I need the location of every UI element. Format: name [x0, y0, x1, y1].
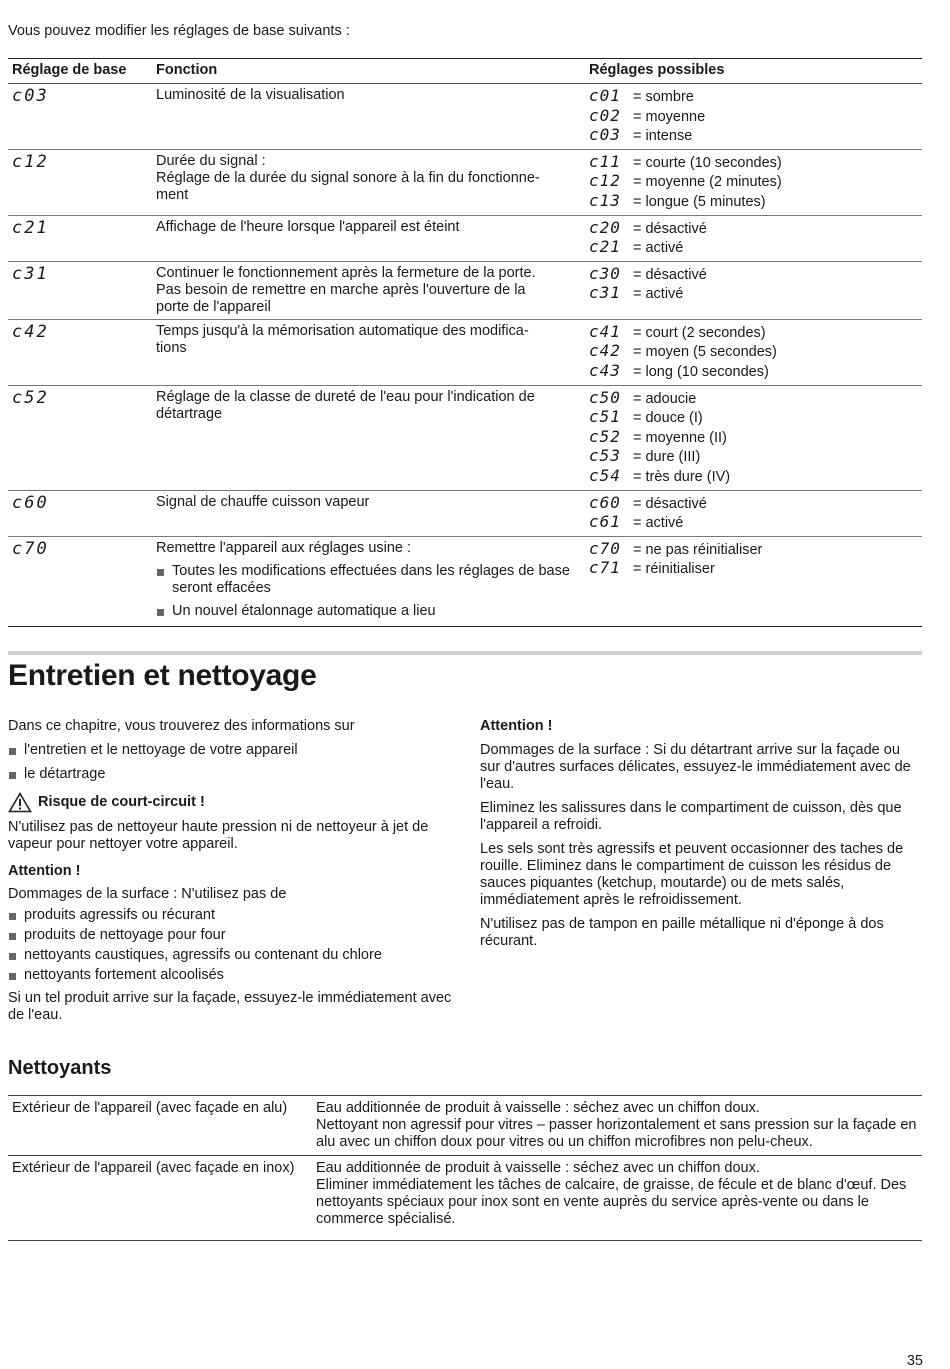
right-column [480, 718, 922, 950]
table-row [8, 84, 922, 150]
bullet-icon [9, 973, 16, 980]
warning-heading [8, 792, 453, 813]
list-item: le détartrage [8, 766, 453, 783]
function-text: Luminosité de la visualisation [156, 87, 345, 103]
option: c31 = activé [589, 283, 684, 303]
left-column [8, 718, 453, 1024]
setting-code: c52 [12, 387, 49, 408]
option: c50 = adoucie [589, 387, 697, 407]
list-item: nettoyants caustiques, agressifs ou contenant du chlore [8, 947, 453, 964]
setting-code: c31 [12, 263, 49, 284]
settings-header-row [8, 59, 922, 84]
intro-text: Vous pouvez modifier les réglages de base suivants : [8, 23, 350, 39]
paragraph: Dommages de la surface : Si du détartrant arrive sur la façade ou sur d'autres surfaces délicates, essuyez-le immédiatement avec de l'eau. [480, 742, 911, 792]
warning-title: Risque de court-circuit ! [38, 794, 205, 810]
table-row [8, 1096, 922, 1156]
paragraph: Les sels sont très agressifs et peuvent occasionner des taches de rouille. Eliminez dans le compartiment de cuisson les résidus de sauces piquantes (ketchup, moutarde) ou de mets salés, immédiatement après le refroidissement. [480, 841, 904, 908]
attention-title: Attention ! [8, 863, 81, 879]
function-text: tions [156, 339, 187, 356]
option: c21 = activé [589, 237, 684, 257]
function-text: Signal de chauffe cuisson vapeur [156, 493, 370, 510]
surface-cell: Extérieur de l'appareil (avec façade en alu) [8, 1096, 312, 1156]
header-basic-setting: Réglage de base [8, 59, 152, 84]
bullet-icon [9, 953, 16, 960]
option: c61 = activé [589, 512, 684, 532]
surface-cell: Extérieur de l'appareil (avec façade en inox) [8, 1156, 312, 1241]
bullet-icon [157, 609, 164, 616]
function-text: Temps jusqu'à la mémorisation automatique des modifica- [156, 322, 529, 339]
option: c70 = ne pas réinitialiser [589, 538, 763, 558]
function-text: ment [156, 186, 189, 203]
option: c60 = désactivé [589, 492, 707, 512]
list-item: Toutes les modifications effectuées dans les réglages de base seront effacées [156, 563, 581, 597]
instructions-cell: Eau additionnée de produit à vaisselle : séchez avec un chiffon doux. Nettoyant non agressif pour vitres – passer horizontalement et sans pression sur la façade en alu avec un chiffon doux pour vitres ou un chiffon microfibres non pelu-cheux. [312, 1096, 922, 1156]
option: c51 = douce (I) [589, 407, 703, 427]
paragraph: Eliminez les salissures dans le compartiment de cuisson, dès que l'appareil a refroidi. [480, 800, 902, 833]
settings-table [8, 58, 922, 627]
cleaners-title: Nettoyants [8, 1057, 112, 1079]
header-possible-settings: Réglages possibles [585, 59, 922, 84]
setting-code: c12 [12, 151, 49, 172]
function-text: Durée du signal : [156, 152, 266, 169]
table-row [8, 215, 922, 261]
section-title: Entretien et nettoyage [8, 659, 317, 692]
function-text: Réglage de la durée du signal sonore à la fin du fonctionne- [156, 169, 540, 186]
option: c43 = long (10 secondes) [589, 360, 769, 380]
option: c53 = dure (III) [589, 446, 701, 466]
bullet-icon [9, 748, 16, 755]
setting-code: c60 [12, 492, 49, 513]
setting-code: c21 [12, 217, 49, 238]
bullet-icon [9, 772, 16, 779]
option: c71 = réinitialiser [589, 558, 715, 578]
table-row [8, 536, 922, 626]
bullet-icon [9, 933, 16, 940]
option: c02 = moyenne [589, 105, 706, 125]
warning-text: N'utilisez pas de nettoyeur haute pression ni de nettoyeur à jet de vapeur pour nettoyer votre appareil. [8, 819, 429, 852]
warning-triangle-icon [8, 792, 32, 813]
function-text: Pas besoin de remettre en marche après l'ouverture de la [156, 281, 526, 298]
list-item: produits agressifs ou récurant [8, 907, 453, 924]
option: c54 = très dure (IV) [589, 465, 731, 485]
option: c03 = intense [589, 125, 693, 145]
function-text: détartrage [156, 405, 223, 422]
bullet-icon [157, 569, 164, 576]
attention-end: Si un tel produit arrive sur la façade, essuyez-le immédiatement avec de l'eau. [8, 990, 452, 1023]
chapter-intro: Dans ce chapitre, vous trouverez des informations sur [8, 718, 355, 734]
option: c01 = sombre [589, 86, 694, 105]
option: c52 = moyenne (II) [589, 426, 727, 446]
table-row [8, 261, 922, 319]
list-item: produits de nettoyage pour four [8, 927, 453, 944]
function-text: Affichage de l'heure lorsque l'appareil est éteint [156, 218, 460, 235]
table-row [8, 319, 922, 385]
bullet-icon [9, 913, 16, 920]
list-item: nettoyants fortement alcoolisés [8, 967, 453, 984]
option: c30 = désactivé [589, 263, 707, 283]
instructions-cell: Eau additionnée de produit à vaisselle : séchez avec un chiffon doux. Eliminer immédiatement les tâches de calcaire, de graisse, de fécule et de blanc d'œuf. Des nettoyants spéciaux pour inox sont en vente auprès du service après-vente ou dans le commerce spécialisé. [312, 1156, 922, 1241]
option: c42 = moyen (5 secondes) [589, 341, 777, 361]
function-text: Réglage de la classe de dureté de l'eau pour l'indication de [156, 388, 535, 405]
setting-code: c42 [12, 321, 49, 342]
option: c11 = courte (10 secondes) [589, 151, 782, 171]
attention-title: Attention ! [480, 718, 553, 734]
function-text: porte de l'appareil [156, 298, 271, 315]
option: c13 = longue (5 minutes) [589, 190, 766, 210]
option: c20 = désactivé [589, 217, 707, 237]
table-row [8, 1156, 922, 1241]
header-function: Fonction [152, 59, 585, 84]
paragraph: N'utilisez pas de tampon en paille métallique ni d'éponge à dos récurant. [480, 916, 884, 949]
page-number: 35 [906, 1353, 923, 1369]
attention-intro: Dommages de la surface : N'utilisez pas de [8, 886, 287, 902]
cleaners-table [8, 1095, 922, 1241]
function-text: Remettre l'appareil aux réglages usine : [156, 539, 412, 556]
list-item: l'entretien et le nettoyage de votre appareil [8, 742, 453, 759]
setting-code: c70 [12, 538, 49, 559]
option: c41 = court (2 secondes) [589, 321, 766, 341]
table-row [8, 490, 922, 536]
table-row [8, 385, 922, 490]
setting-code: c03 [12, 86, 49, 106]
table-row [8, 149, 922, 215]
section-divider [8, 651, 922, 655]
function-text: Continuer le fonctionnement après la fermeture de la porte. [156, 264, 536, 281]
option: c12 = moyenne (2 minutes) [589, 171, 782, 191]
list-item: Un nouvel étalonnage automatique a lieu [156, 603, 581, 620]
